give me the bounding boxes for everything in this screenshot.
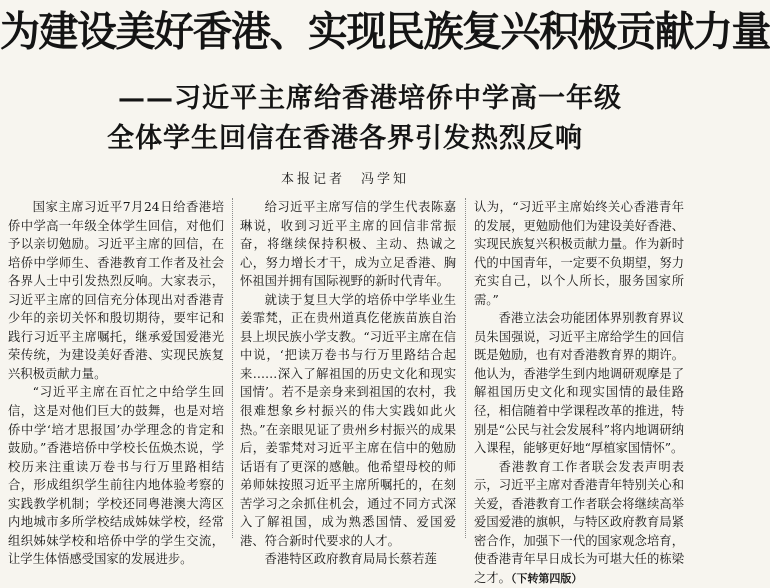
- headline: 为建设美好香港、实现民族复兴积极贡献力量: [0, 8, 770, 56]
- paragraph: 香港特区政府教育局局长蔡若莲: [264, 552, 437, 567]
- paragraph-text: 香港教育工作者联会发表声明表示，习近平主席对香港青年特别关心和关爱，香港教育工作者联会将继续高举爱国爱港的旗帜，与特区政府教育局紧密合作，加强下一代的国家观念培育，使香港青年早日成长为可堪大任的栋梁之才。: [474, 459, 684, 585]
- paragraph: [474, 458, 684, 588]
- byline: 本报记者 冯学知: [280, 172, 409, 187]
- paragraph: 就读于复旦大学的培侨中学毕业生姜霏梵，正在贵州道真仡佬族苗族自治县上坝民族小学支教。“习近平主席在信中说，‘把读万卷书与行万里路结合起来……深入了解祖国的历史文化和现实国情’。若不是亲身来到祖国的农村，我很难想象乡村振兴的伟大实践如此火热。”在亲眼见证了贵州乡村振兴的成果后，姜霏梵对习近平主席在信中的勉励话语有了更深的感触。他希望母校的师弟师妹按照习近平主席所嘱托的，在刻苦学习之余抓住机会，通过不同方式深入了解祖国，成为熟悉国情、爱国爱港、符合新时代要求的人才。: [240, 292, 456, 548]
- paragraph: 给习近平主席写信的学生代表陈嘉琳说，收到习近平主席的回信非常振奋，将继续保持积极、主动、热诚之心，努力增长才干，成为立足香港、胸怀祖国并拥有国际视野的新时代青年。: [240, 200, 456, 289]
- paragraph: “习近平主席在百忙之中给学生回信，这是对他们巨大的鼓舞，也是对培侨中学‘培才思报国’办学理念的肯定和鼓励。”香港培侨中学校长伍焕杰说，学校历来注重读万卷书与行万里路相结合，形成组织学生前往内地体验考察的实践教学机制；学校还同粤港澳大湾区内地城市多所学校结成姊妹学校，经常组织姊妹学校和培侨中学的学生交流，让学生体悟感受国家的发展进步。: [8, 385, 224, 567]
- column-divider: [232, 198, 233, 538]
- article-column-1: [8, 198, 224, 567]
- paragraph: 国家主席习近平7月24日给香港培侨中学高一年级全体学生回信，对他们予以亲切勉励。习近平主席的回信，在培侨中学师生、香港教育工作者及社会各界人士中引发热烈反响。大家表示，习近平主席的回信充分体现出对香港青少年的亲切关怀和殷切期待，要牢记和践行习近平主席嘱托，继承爱国爱港光荣传统，为建设美好香港、实现民族复兴积极贡献力量。: [8, 200, 224, 381]
- paragraph: 认为，“习近平主席始终关心香港青年的发展，更勉励他们为建设美好香港、实现民族复兴积极贡献力量。作为新时代的中国青年，一定要不负期望，努力充实自己，以个人所长，服务国家所需。”: [474, 200, 684, 307]
- continued-on-page-label[interactable]: （下转第四版）: [510, 571, 583, 585]
- subheadline-2: 全体学生回信在香港各界引发热烈反响: [107, 123, 583, 154]
- article-column-2: [240, 198, 456, 567]
- column-divider: [465, 198, 466, 538]
- paragraph: 香港立法会功能团体界别教育界议员朱国强说，习近平主席给学生的回信既是勉励，也有对香港教育界的期许。他认为，香港学生到内地调研观摩是了解祖国历史文化和现实国情的最佳路径，相信随着中学课程改革的推进，特别是“公民与社会发展科”将内地调研纳入课程，能够更好地“厚植家国情怀”。: [474, 311, 684, 456]
- article-column-3: [474, 198, 684, 585]
- subheadline-1: ——习近平主席给香港培侨中学高一年级: [118, 83, 622, 114]
